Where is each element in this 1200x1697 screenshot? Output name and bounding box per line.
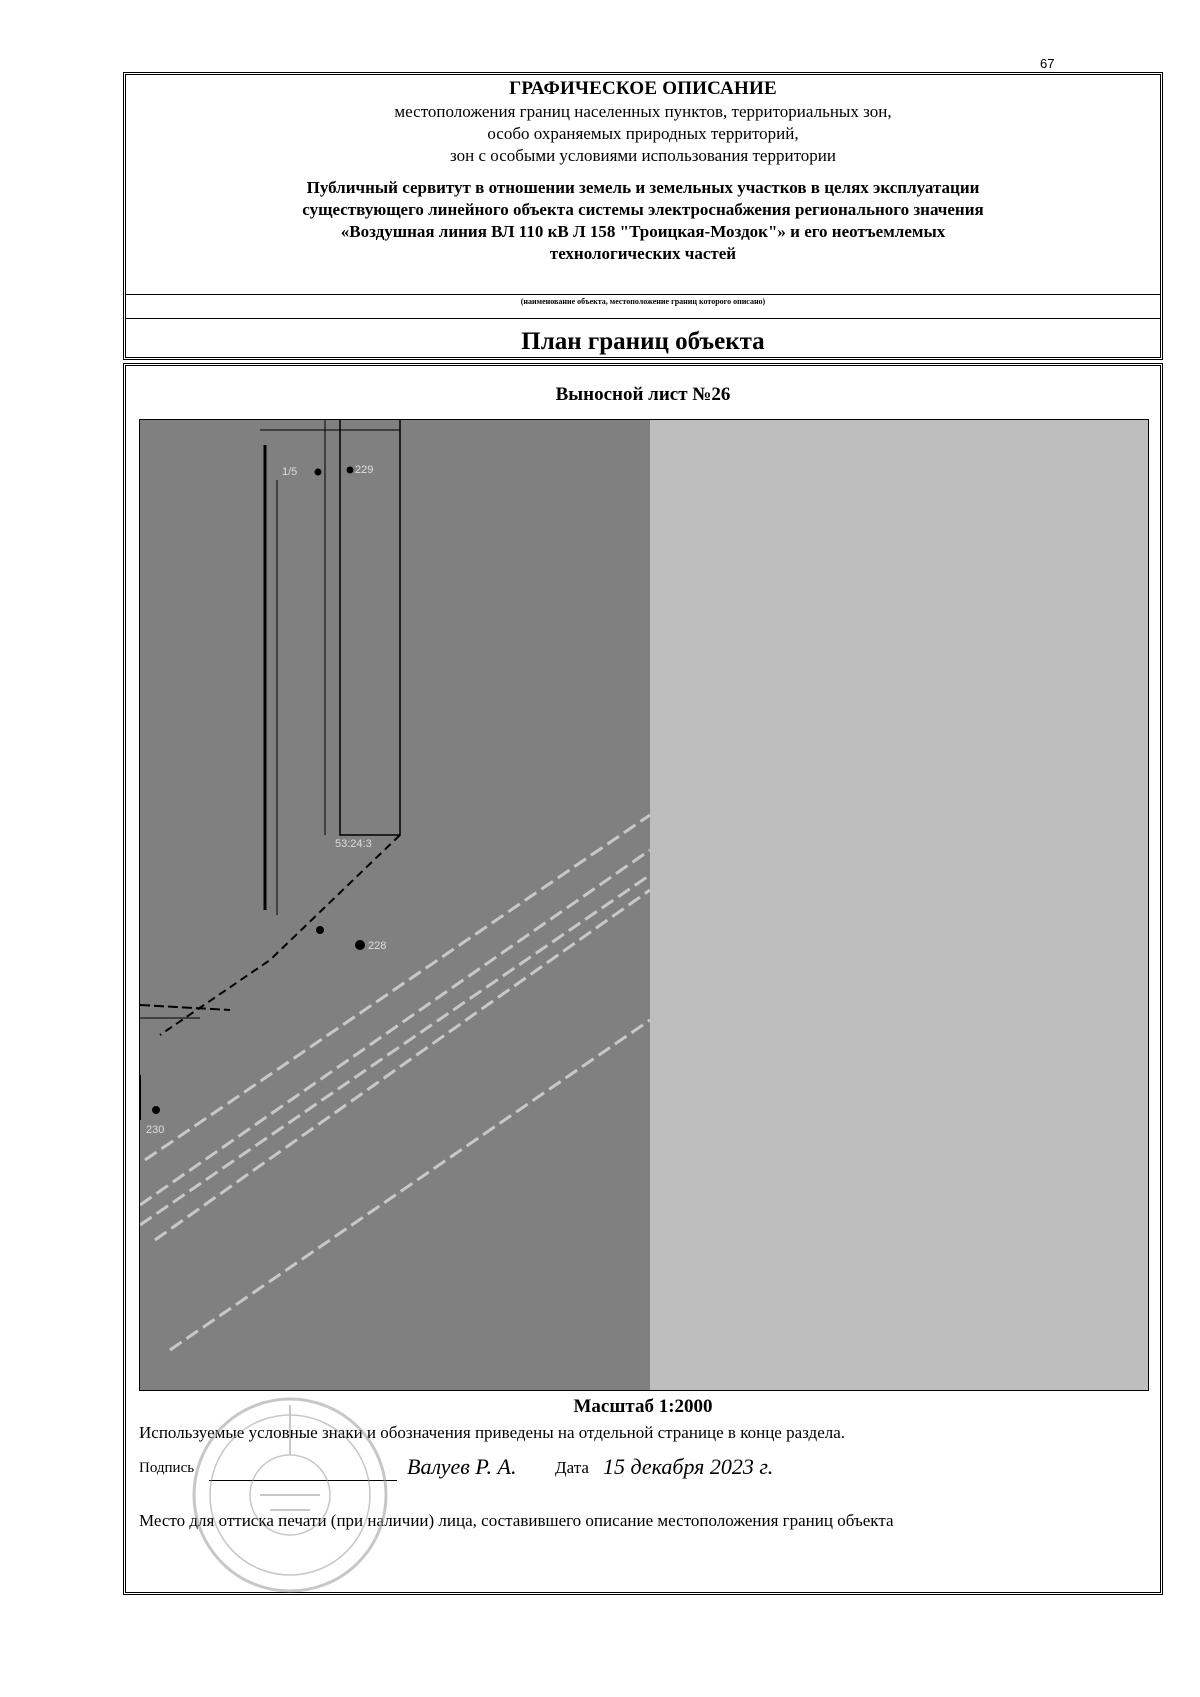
map-label: 228 (368, 940, 387, 952)
date-label: Дата (555, 1458, 589, 1477)
header-frame (123, 72, 1163, 360)
scale-label: Масштаб 1:2000 (573, 1396, 713, 1417)
map-svg (140, 420, 1148, 1390)
subtitle-line-1: местоположения границ населенных пунктов, территориальных зон, (394, 102, 892, 121)
plan-title: План границ объекта (521, 328, 765, 355)
header-text (126, 77, 1160, 265)
signature-label: Подпись (139, 1460, 195, 1476)
object-line-4: технологических частей (549, 244, 737, 263)
map-plan (139, 419, 1149, 1391)
legend-note: Используемые условные знаки и обозначения приведены на отдельной странице в конце раздела. (139, 1423, 846, 1442)
map-label: 229 (355, 464, 374, 476)
sheet-title: Выносной лист №26 (555, 384, 731, 405)
document-title: ГРАФИЧЕСКОЕ ОПИСАНИЕ (509, 78, 777, 99)
object-caption: (наименование объекта, местоположение границ которого описано) (520, 297, 766, 306)
stamp-seal (190, 1395, 390, 1595)
map-label: 1/5 (282, 466, 298, 478)
signer-name: Валуев Р. А. (407, 1454, 517, 1479)
subtitle-line-3: зон с особыми условиями использования территории (450, 146, 836, 165)
map-label: 230 (146, 1124, 165, 1136)
object-line-1: Публичный сервитут в отношении земель и земельных участков в целях эксплуатации (306, 178, 980, 197)
divider (126, 318, 1160, 319)
object-line-2: существующего линейного объекта системы электроснабжения регионального значения (302, 200, 984, 219)
signature-date: 15 декабря 2023 г. (603, 1454, 774, 1479)
map-label: 53:24:3 (335, 838, 372, 850)
divider (126, 294, 1160, 295)
subtitle-line-2: особо охраняемых природных территорий, (487, 124, 799, 143)
object-line-3: «Воздушная линия ВЛ 110 кВ Л 158 "Троицкая-Моздок"» и его неотъемлемых (340, 222, 946, 241)
page-number: 67 (1040, 56, 1055, 71)
stamp-note: Место для оттиска печати (при наличии) лица, составившего описание местоположения границ объекта (139, 1511, 894, 1530)
